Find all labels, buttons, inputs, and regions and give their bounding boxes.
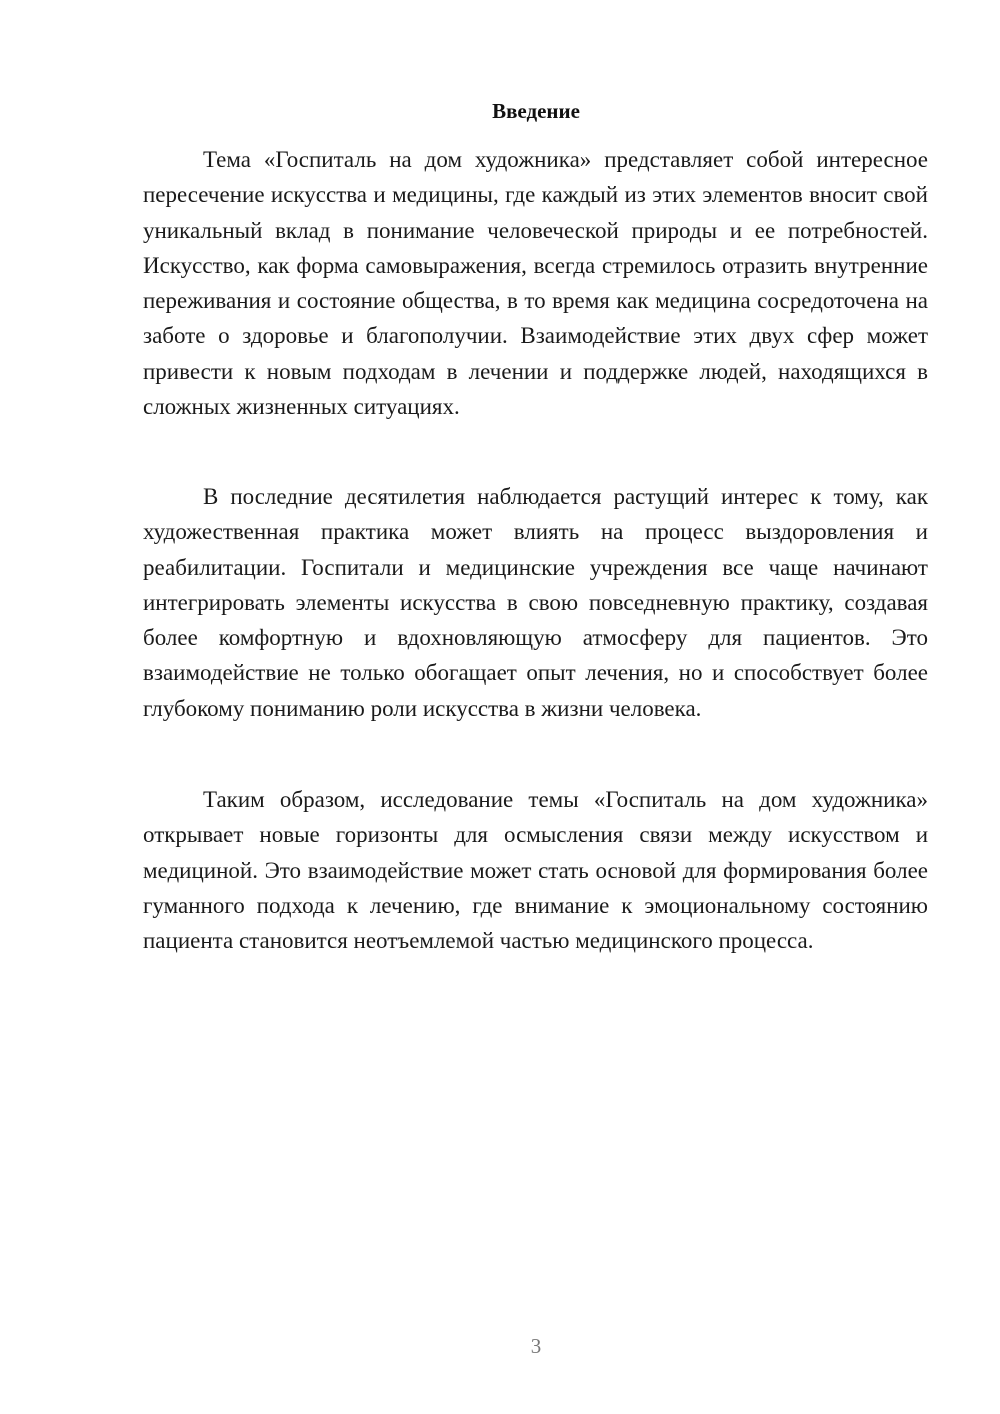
paragraph-2 — [143, 479, 928, 726]
page-number: 3 — [530, 1334, 542, 1358]
paragraph-1 — [143, 142, 928, 424]
paragraph-1-text: Тема «Госпиталь на дом художника» представляет собой интересное пересечение искусства и медицины, где каждый из этих элементов вносит свой уникальный вклад в понимание человеческой природы и ее потребностей. Искусство, как форма самовыражения, всегда стремилось отразить внутренние переживания и состояние общества, в то время как медицина сосредоточена на заботе о здоровье и благополучии. Взаимодействие этих двух сфер может привести к новым подходам в лечении и поддержке людей, находящихся в сложных жизненных ситуациях. — [143, 147, 928, 420]
paragraph-2-text: В последние десятилетия наблюдается растущий интерес к тому, как художественная практика может влиять на процесс выздоровления и реабилитации. Госпитали и медицинские учреждения все чаще начинают интегрировать элементы искусства в свою повседневную практику, создавая более комфортную и вдохновляющую атмосферу для пациентов. Это взаимодействие не только обогащает опыт лечения, но и способствует более глубокому пониманию роли искусства в жизни человека. — [143, 484, 928, 721]
paragraph-3-text: Таким образом, исследование темы «Госпиталь на дом художника» открывает новые горизонты для осмысления связи между искусством и медициной. Это взаимодействие может стать основой для формирования более гуманного подхода к лечению, где внимание к эмоциональному состоянию пациента становится неотъемлемой частью медицинского процесса. — [143, 787, 928, 954]
section-title: Введение — [492, 99, 580, 123]
paragraph-3 — [143, 782, 928, 958]
